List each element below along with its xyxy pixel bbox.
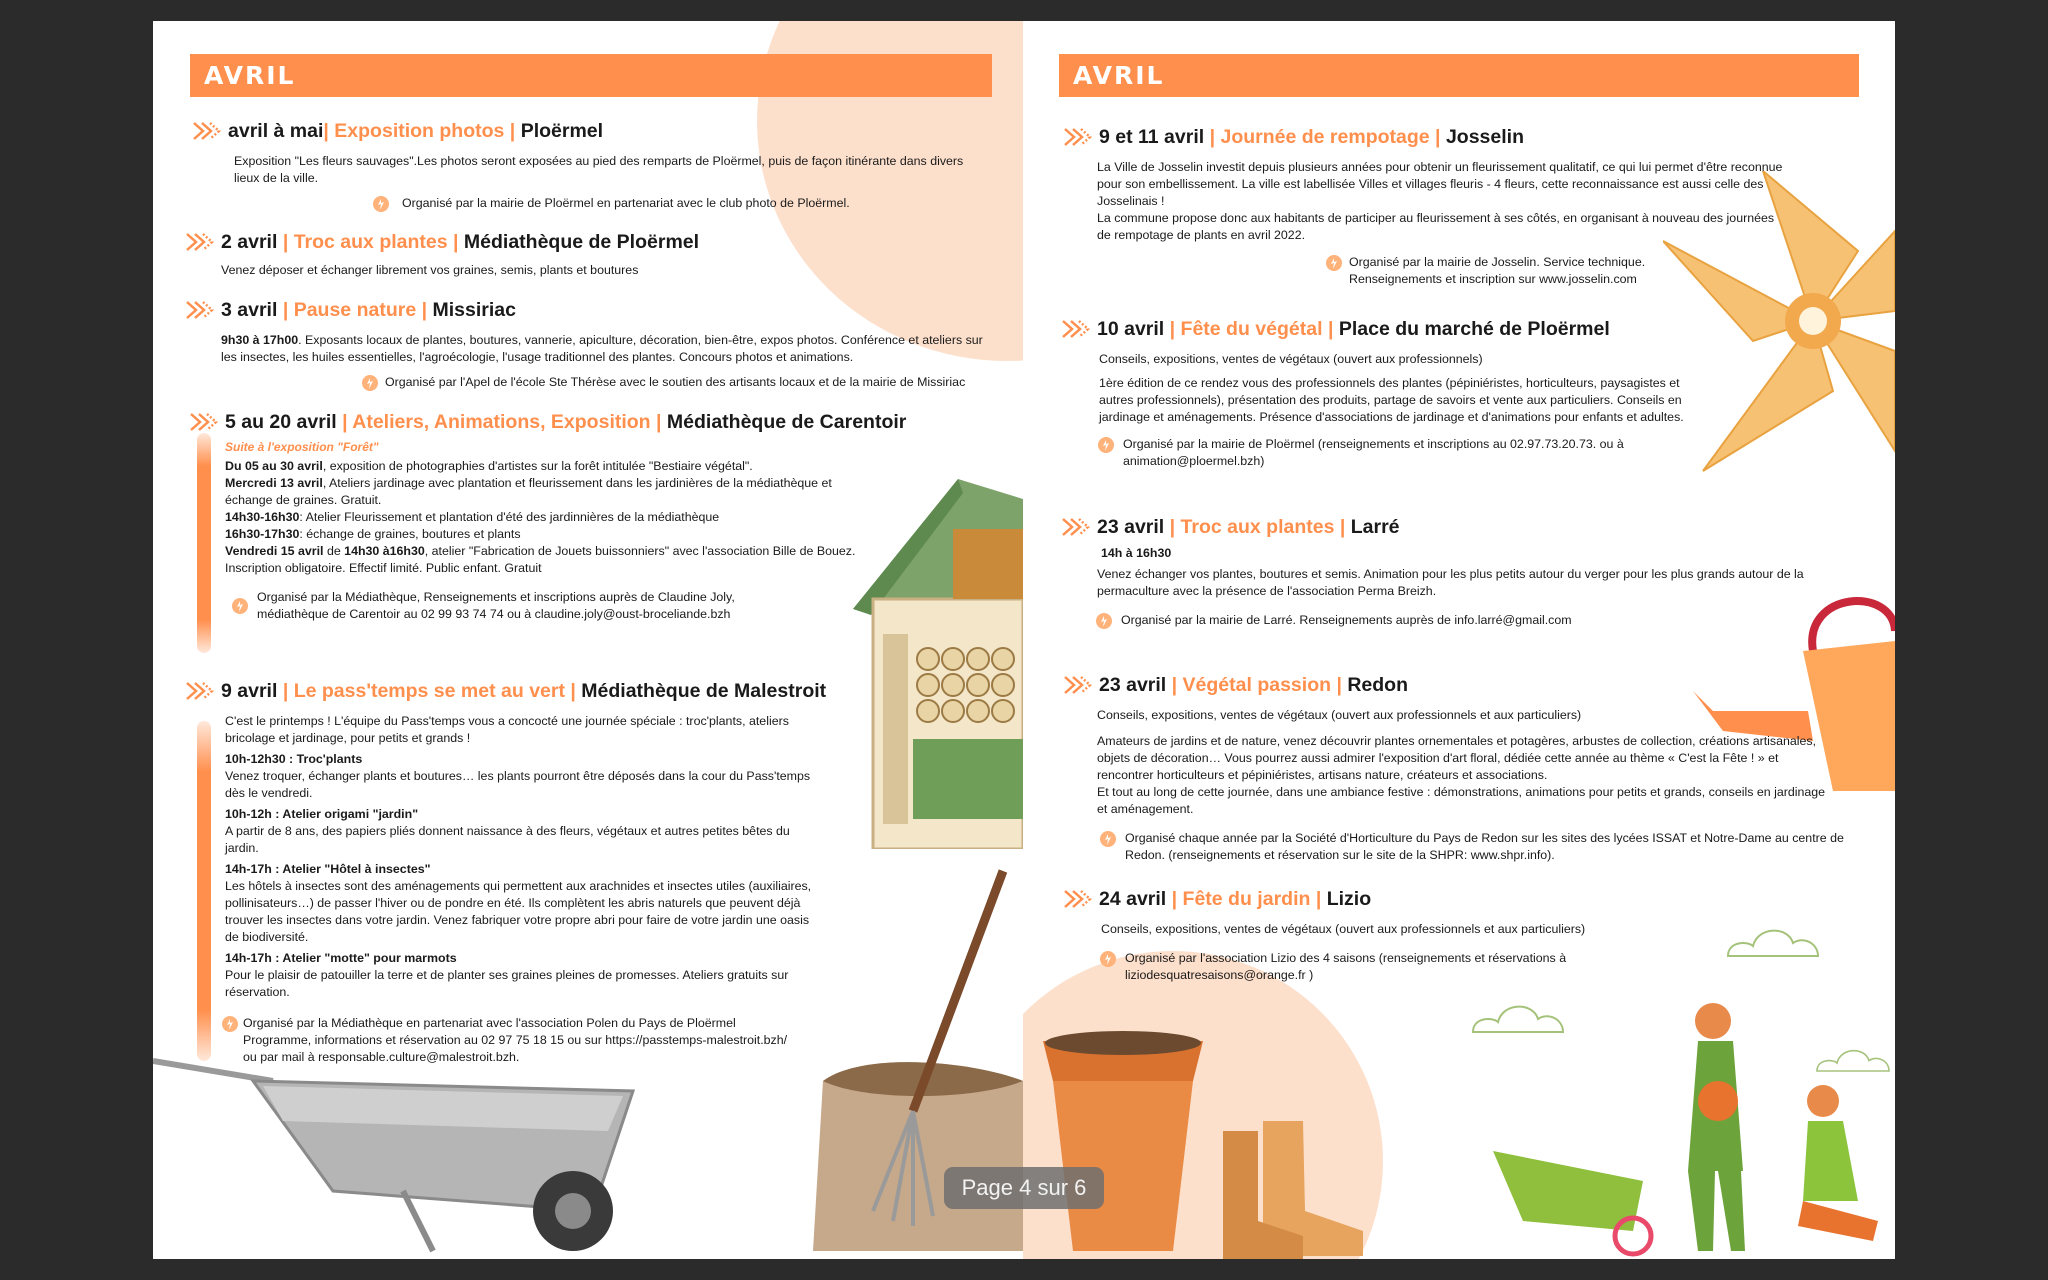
- event-title: Ateliers, Animations, Exposition: [352, 411, 651, 433]
- location-pin-icon: [361, 374, 379, 394]
- event-heading: [1099, 673, 1859, 697]
- event-place: Ploërmel: [520, 120, 604, 142]
- separator: |: [1435, 126, 1441, 148]
- event-place: Place du marché de Ploërmel: [1338, 318, 1610, 340]
- month-title: AVRIL: [204, 61, 296, 90]
- organizer-text: Organisé par l'association Lizio des 4 saisons (renseignements et réservations à liziodesquatresaisons@orange.fr ): [1125, 951, 1567, 982]
- organizer-text: Organisé par l'Apel de l'école Ste Thérèse avec le soutien des artisants locaux et de la mairie de Missiriac: [385, 375, 966, 389]
- event-title: Troc aux plantes: [293, 231, 448, 253]
- event-heading: [1097, 515, 1837, 539]
- paragraph: Et tout au long de cette journée, dans une ambiance festive : démonstrations, animations pour petits et grands, conseils en jardinage et aménagement.: [1097, 785, 1826, 816]
- paragraph: La Ville de Josselin investit depuis plusieurs années pour obtenir un fleurissement qualitatif, ce qui lui permet d'être reconnue pour son embellissement. La ville est labellisée Villes et villages fleuris - 4 fleurs, cette reconnaissance est aussi celle des Josselinais !: [1097, 160, 1783, 208]
- event-title: Troc aux plantes: [1180, 516, 1335, 538]
- event-intro: C'est le printemps ! L'équipe du Pass'temps vous a concocté une journée spéciale : troc'plants, ateliers bricolage et jardinage, pour petits et grands !: [225, 714, 789, 745]
- separator: |: [342, 411, 348, 433]
- event-heading: [228, 119, 988, 143]
- event-item: [221, 230, 981, 279]
- block-text: Les hôtels à insectes sont des aménagements qui permettent aux arachnides et insectes utiles (auxiliaires, pollinisateurs…) de passer l'hiver ou de pondre en été. Ils complètent les abris naturels que peuvent déjà trouver les insectes dans votre jardin. Venez fabriquer votre propre abri pour faire de votre jardin une oasis de biodiversité.: [225, 879, 812, 944]
- event-item: [1099, 673, 1859, 864]
- location-pin-icon: [1095, 612, 1113, 632]
- brush-stroke-decoration: [197, 721, 211, 1061]
- event-place: Lizio: [1326, 888, 1372, 910]
- event-place: Redon: [1347, 674, 1408, 696]
- event-organizer: [1125, 830, 1855, 864]
- event-line: [225, 526, 865, 543]
- event-organizer: [257, 589, 797, 623]
- location-pin-icon: [1325, 254, 1343, 274]
- event-title: Journée de rempotage: [1220, 126, 1430, 148]
- chevron-arrow-icon: [185, 681, 215, 701]
- chevron-arrow-icon: [185, 300, 215, 320]
- event-description: [225, 458, 865, 577]
- organizer-text: Organisé par la mairie de Ploërmel en partenariat avec le club photo de Ploërmel.: [402, 196, 850, 210]
- event-line: [225, 509, 865, 526]
- event-place: Missiriac: [432, 299, 516, 321]
- cloud-decoration: [1723, 921, 1823, 961]
- separator: |: [1171, 674, 1178, 696]
- event-time: 9h30 à 17h00: [221, 333, 299, 347]
- organizer-text: Organisé par la mairie de Josselin. Service technique. Renseignements et inscription sur www.josselin.com: [1349, 255, 1646, 286]
- paragraph: Conseils, expositions, ventes de végétaux (ouvert aux professionnels et aux particuliers): [1097, 708, 1582, 722]
- separator: |: [1169, 318, 1176, 340]
- line-text: : échange de graines, boutures et plants: [299, 527, 521, 541]
- event-title: Exposition photos: [334, 120, 505, 142]
- event-heading: [1099, 887, 1619, 911]
- separator: |: [1339, 516, 1346, 538]
- brush-stroke-decoration: [197, 433, 211, 653]
- event-item: [228, 119, 988, 212]
- event-description: [1099, 351, 1689, 426]
- block-heading: 10h-12h : Atelier origami "jardin": [225, 807, 419, 821]
- event-item: [1097, 317, 1697, 470]
- event-title: Le pass'temps se met au vert: [293, 680, 565, 702]
- block-text: Pour le plaisir de patouiller la terre et de planter ses graines pleines de promesses. Ateliers gratuits sur réservation.: [225, 968, 789, 999]
- event-description: [1101, 921, 1619, 938]
- event-date: 9 et 11 avril: [1099, 126, 1205, 148]
- separator: |: [1171, 888, 1178, 910]
- organizer-text: Organisé par la mairie de Larré. Renseignements auprès de info.larré@gmail.com: [1121, 613, 1572, 627]
- separator: |: [1169, 516, 1176, 538]
- event-title: Fête du végétal: [1180, 318, 1323, 340]
- location-pin-icon: [1099, 830, 1117, 850]
- event-date: 2 avril: [221, 231, 278, 253]
- chevron-arrow-icon: [185, 232, 215, 252]
- event-item: [1099, 125, 1799, 288]
- event-organizer: [1123, 436, 1663, 470]
- event-date: 5 au 20 avril: [225, 411, 337, 433]
- event-place: Josselin: [1445, 126, 1524, 148]
- event-heading: [221, 230, 981, 254]
- event-organizer: [385, 374, 985, 391]
- location-pin-icon: [221, 1015, 239, 1035]
- page-indicator: Page 4 sur 6: [944, 1167, 1104, 1209]
- chevron-arrow-icon: [189, 412, 219, 432]
- separator: |: [656, 411, 662, 433]
- event-description: Venez déposer et échanger librement vos graines, semis, plants et boutures: [221, 263, 639, 277]
- block-heading: 14h-17h : Atelier "motte" pour marmots: [225, 951, 457, 965]
- chevron-arrow-icon: [1063, 127, 1093, 147]
- gardeners-illustration: [1483, 971, 1895, 1259]
- location-pin-icon: [231, 597, 249, 617]
- event-date: 24 avril: [1099, 888, 1167, 910]
- wheelbarrow-illustration: [153, 1041, 653, 1259]
- location-pin-icon: [372, 195, 390, 215]
- event-place: Médiathèque de Malestroit: [581, 680, 827, 702]
- event-heading: [221, 679, 841, 703]
- paragraph: 1ère édition de ce rendez vous des professionnels des plantes (pépiniéristes, horticulteurs, paysagistes et autres professionnels), présentation des produits, partage de savoirs et vente aux particuliers. Conseils en jardinage et aménagements. Présence d'associations de jardinage et d'animations pour enfants et adultes.: [1099, 376, 1684, 424]
- chevron-arrow-icon: [1063, 675, 1093, 695]
- chevron-arrow-icon: [1061, 517, 1091, 537]
- event-description: Exposition "Les fleurs sauvages".Les photos seront exposées au pied des remparts de Ploërmel, puis de façon itinérante dans divers lieux de la ville.: [234, 154, 964, 185]
- event-description: [225, 713, 825, 1001]
- line-text: : Atelier Fleurissement et plantation d'été des jardinnières de la médiathèque: [299, 510, 720, 524]
- left-page: [153, 21, 1023, 1259]
- separator: |: [453, 231, 459, 253]
- separator: |: [1209, 126, 1216, 148]
- chevron-arrow-icon: [192, 121, 222, 141]
- event-heading: [225, 410, 907, 434]
- event-line: [225, 458, 865, 475]
- month-header: [190, 54, 992, 97]
- line-text: , atelier "Fabrication de Jouets buissonniers" avec l'association Bille de Bouez. Inscription obligatoire. Effectif limité. Public enfant. Gratuit: [225, 544, 856, 575]
- event-title: Végétal passion: [1182, 674, 1332, 696]
- separator: |: [1327, 318, 1334, 340]
- event-date: 23 avril: [1097, 516, 1165, 538]
- event-title: Fête du jardin: [1182, 888, 1311, 910]
- event-title: Pause nature: [293, 299, 417, 321]
- separator: |: [323, 120, 329, 142]
- separator: |: [1315, 888, 1322, 910]
- event-date: 10 avril: [1097, 318, 1165, 340]
- separator: |: [570, 680, 576, 702]
- line-bold: Mercredi 13 avril: [225, 476, 323, 490]
- block-heading: 14h-17h : Atelier "Hôtel à insectes": [225, 862, 431, 876]
- event-organizer: [1349, 254, 1679, 288]
- event-line: [225, 543, 865, 577]
- paragraph: Conseils, expositions, ventes de végétaux (ouvert aux professionnels et aux particuliers): [1101, 922, 1586, 936]
- block-text: Venez troquer, échanger plants et boutures… les plants pourront être déposés dans la cour du Pass'temps dès le vendredi.: [225, 769, 811, 800]
- paragraph: Conseils, expositions, ventes de végétaux (ouvert aux professionnels): [1099, 352, 1483, 366]
- separator: |: [282, 299, 289, 321]
- location-pin-icon: [1097, 436, 1115, 456]
- line-bold: Vendredi 15 avril: [225, 544, 324, 558]
- paragraph: Venez échanger vos plantes, boutures et semis. Animation pour les plus petits autour du verger pour les plus grands autour de la permaculture avec la présence de l'association Perma Breizh.: [1097, 567, 1804, 598]
- event-item: [221, 298, 985, 391]
- event-description: [1097, 159, 1787, 244]
- separator: |: [509, 120, 516, 142]
- event-date: 9 avril: [221, 680, 278, 702]
- event-heading: [1097, 317, 1697, 341]
- line-text: , Ateliers jardinage avec plantation et fleurissement dans les jardinières de la médiathèque et échange de graines. Gratuit.: [225, 476, 832, 507]
- block-heading: 10h-12h30 : Troc'plants: [225, 752, 363, 766]
- organizer-text: Organisé chaque année par la Société d'Horticulture du Pays de Redon sur les sites des lycées ISSAT et Notre-Dame au centre de Redon. (renseignements et réservation sur le site de la SHPR: www.shpr.info).: [1125, 831, 1844, 862]
- event-line: [225, 475, 865, 509]
- event-time: 14h à 16h30: [1101, 546, 1172, 560]
- event-organizer: [402, 195, 988, 212]
- separator: |: [421, 299, 428, 321]
- event-subtitle: Suite à l'exposition "Forêt": [225, 440, 379, 454]
- event-date: avril à mai: [228, 120, 324, 142]
- month-title: AVRIL: [1073, 61, 1165, 90]
- line-bold: 16h30-17h30: [225, 527, 300, 541]
- line-bold: Du 05 au 30 avril: [225, 459, 323, 473]
- paragraph: Amateurs de jardins et de nature, venez découvrir plantes ornementales et potagères, arbustes de collection, créations artisanales, objets de décoration… Vous pourrez aussi admirer l'exposition d'art floral, dédiée cette année au thème « C'est la Fête ! » et rencontrer horticulteurs et pépiniéristes, artisans nature, créateurs et associations.: [1097, 734, 1817, 782]
- organizer-text: Organisé par la mairie de Ploërmel (renseignements et inscriptions au 02.97.73.20.73. ou à animation@ploermel.bzh): [1123, 437, 1624, 468]
- month-header: [1059, 54, 1859, 97]
- line-bold: 14h30-16h30: [225, 510, 300, 524]
- separator: |: [1336, 674, 1342, 696]
- event-place: Médiathèque de Carentoir: [666, 411, 907, 433]
- event-heading: [221, 298, 985, 322]
- line-text: , exposition de photographies d'artistes sur la forêt intitulée "Bestiaire végétal".: [322, 459, 753, 473]
- event-description: [1097, 707, 1837, 818]
- event-item: [225, 410, 907, 623]
- event-item: [221, 679, 841, 1066]
- event-heading: [1099, 125, 1799, 149]
- event-item: [1099, 887, 1619, 984]
- right-page: [1023, 21, 1895, 1259]
- line-text: de: [323, 544, 345, 558]
- paragraph: La commune propose donc aux habitants de participer au fleurissement à ses côtés, en organisant à nouveau des journées de rempotage de plants en avril 2022.: [1097, 211, 1775, 242]
- event-text: . Exposants locaux de plantes, boutures, vannerie, apiculture, décoration, bien-être, expos photos. Conférence et ateliers sur les insectes, les huiles essentielles, l'agroécologie, l'usage traditionnel des plantes. Concours photos et animations.: [221, 333, 983, 364]
- location-pin-icon: [1099, 950, 1117, 970]
- event-description: [221, 332, 985, 366]
- chevron-arrow-icon: [1061, 319, 1091, 339]
- insect-hotel-illustration: [843, 459, 1023, 849]
- pots-boots-illustration: [1043, 1021, 1373, 1259]
- chevron-arrow-icon: [1063, 889, 1093, 909]
- event-date: 3 avril: [221, 299, 278, 321]
- separator: |: [282, 680, 289, 702]
- separator: |: [282, 231, 289, 253]
- block-text: A partir de 8 ans, des papiers pliés donnent naissance à des fleurs, végétaux et autres petites bêtes du jardin.: [225, 824, 790, 855]
- organizer-text: Organisé par la Médiathèque en partenariat avec l'association Polen du Pays de Ploërmel Programme, informations et réservation au 02 97 75 18 15 ou sur https://passtemps-malestroit.bzh/ ou par mail à responsable.culture@malestroit.bzh.: [243, 1016, 788, 1064]
- event-date: 23 avril: [1099, 674, 1167, 696]
- event-place: Larré: [1350, 516, 1400, 538]
- line-bold: 14h30 à16h30: [344, 544, 425, 558]
- event-place: Médiathèque de Ploërmel: [463, 231, 700, 253]
- organizer-text: Organisé par la Médiathèque, Renseignements et inscriptions auprès de Claudine Joly, médiathèque de Carentoir au 02 99 93 74 74 ou à claudine.joly@oust-broceliande.bzh: [257, 590, 735, 621]
